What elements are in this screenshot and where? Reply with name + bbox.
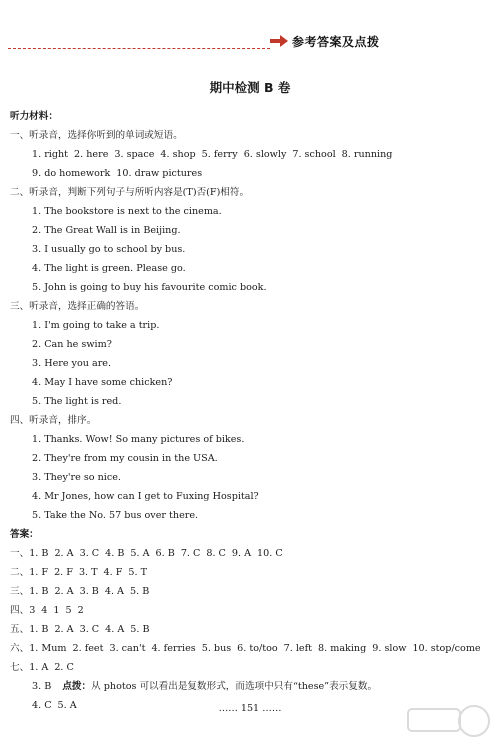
section-item-row <box>10 392 490 411</box>
item-text: 2. Can he swim? <box>32 339 112 350</box>
item-text: 5. The light is red. <box>32 396 122 407</box>
section-heading: 一、听录音，选择你听到的单词或短语。 <box>10 130 183 141</box>
answer-item: 8. making <box>318 643 367 654</box>
answer-item: 2. A <box>54 586 74 597</box>
answer-item: 9. slow <box>372 643 407 654</box>
item-text: 5. Take the No. 57 bus over there. <box>32 510 199 521</box>
answer-item: 4. F <box>103 567 123 578</box>
answer-prefix: 二、 <box>10 567 30 578</box>
section-item-row <box>10 430 490 449</box>
answer-item: 10. C <box>257 548 283 559</box>
section-item-row <box>10 278 490 297</box>
note-keyword: 点拨： <box>62 681 92 692</box>
answer-item: 2. feet <box>72 643 104 654</box>
answer-item: 5. B <box>130 624 150 635</box>
header-badge <box>270 32 500 50</box>
answer-item: 1. B <box>29 586 49 597</box>
item-text: 1. right <box>32 149 69 160</box>
answer-item: 5. T <box>128 567 148 578</box>
arrow-right-icon <box>270 34 288 48</box>
answer-item: 5. B <box>130 586 150 597</box>
answer-item: 4. A <box>104 586 124 597</box>
answer-item: 2 <box>77 605 84 616</box>
item-text: 4. Mr Jones, how can I get to Fuxing Hospital? <box>32 491 259 502</box>
item-text: 2. The Great Wall is in Beijing. <box>32 225 181 236</box>
note-answer: 3. B <box>32 681 52 692</box>
item-text: 5. John is going to buy his favourite comic book. <box>32 282 267 293</box>
answer-rows <box>10 544 490 677</box>
answer-row <box>10 544 490 563</box>
answer-item: 1. F <box>29 567 49 578</box>
answer-prefix: 五、 <box>10 624 30 635</box>
item-text: 2. They're from my cousin in the USA. <box>32 453 218 464</box>
answer-item: 4 <box>41 605 48 616</box>
item-text: 8. running <box>341 149 393 160</box>
answer-item: 5. A <box>130 548 150 559</box>
answer-row <box>10 620 490 639</box>
answer-item: 5. bus <box>201 643 232 654</box>
note-text: 从 photos 可以看出是复数形式，而选项中只有“these”表示复数。 <box>91 681 378 692</box>
item-text: 6. slowly <box>243 149 287 160</box>
answer-item: 4. C <box>32 700 52 711</box>
section-item-row <box>10 164 490 183</box>
watermark-logo <box>404 703 494 743</box>
listening-sections <box>10 126 490 525</box>
answer-row <box>10 658 490 677</box>
answer-item: 2. F <box>54 567 73 578</box>
answers-heading: 答案： <box>10 529 39 540</box>
answer-prefix: 六、 <box>10 643 30 654</box>
item-text: 3. Here you are. <box>32 358 112 369</box>
section-item-row <box>10 316 490 335</box>
answer-item: 2. A <box>54 624 74 635</box>
answer-item: 10. stop/come <box>412 643 481 654</box>
answer-item: 5 <box>65 605 72 616</box>
header-label: 参考答案及点拨 <box>292 34 380 49</box>
section-item-row <box>10 335 490 354</box>
answer-row <box>10 601 490 620</box>
item-text: 10. draw pictures <box>116 168 203 179</box>
answer-row <box>10 582 490 601</box>
page-header <box>0 32 500 50</box>
item-text: 7. school <box>292 149 336 160</box>
item-text: 4. The light is green. Please go. <box>32 263 186 274</box>
answer-item: 1. Mum <box>29 643 67 654</box>
section-heading: 三、听录音，选择正确的答语。 <box>10 301 145 312</box>
answer-item: 8. C <box>206 548 226 559</box>
answer-item: 1. B <box>29 548 49 559</box>
section-item-row <box>10 221 490 240</box>
note-row <box>10 677 490 696</box>
answer-prefix: 四、 <box>10 605 30 616</box>
answer-item: 9. A <box>231 548 252 559</box>
section-item-row <box>10 468 490 487</box>
item-text: 4. shop <box>160 149 196 160</box>
page-number-dots-right: …… <box>262 703 282 714</box>
answer-item: 4. ferries <box>151 643 196 654</box>
item-text: 2. here <box>74 149 109 160</box>
answer-item: 3. can't <box>109 643 146 654</box>
answer-item: 1 <box>53 605 60 616</box>
answer-prefix: 一、 <box>10 548 30 559</box>
item-text: 4. May I have some chicken? <box>32 377 173 388</box>
section-heading: 四、听录音，排序。 <box>10 415 97 426</box>
answer-item: 1. A <box>29 662 49 673</box>
header-dashed-rule <box>8 48 270 49</box>
answer-row <box>10 563 490 582</box>
answer-item: 6. B <box>155 548 175 559</box>
page-number-value: 151 <box>240 703 260 714</box>
item-text: 1. I'm going to take a trip. <box>32 320 160 331</box>
section-item-row <box>10 449 490 468</box>
answer-item: 2. C <box>54 662 74 673</box>
section-item-row <box>10 202 490 221</box>
answer-item: 3. C <box>79 548 100 559</box>
item-text: 3. They're so nice. <box>32 472 121 483</box>
content-body <box>10 107 490 715</box>
answer-item: 4. B <box>105 548 125 559</box>
answer-item: 3. B <box>79 586 99 597</box>
section-item-row <box>10 487 490 506</box>
answer-item: 1. B <box>29 624 49 635</box>
item-text: 1. The bookstore is next to the cinema. <box>32 206 222 217</box>
section-item-row <box>10 145 490 164</box>
item-text: 3. space <box>114 149 155 160</box>
answer-item: 6. to/too <box>237 643 278 654</box>
item-text: 5. ferry <box>201 149 238 160</box>
item-text: 3. I usually go to school by bus. <box>32 244 186 255</box>
answer-item: 3 <box>29 605 36 616</box>
answer-prefix: 三、 <box>10 586 30 597</box>
section-item-row <box>10 259 490 278</box>
page-number-dots-left: …… <box>218 703 238 714</box>
answer-item: 2. A <box>54 548 74 559</box>
answer-row <box>10 639 490 658</box>
item-text: 1. Thanks. Wow! So many pictures of bikes. <box>32 434 245 445</box>
listening-heading: 听力材料： <box>10 111 58 122</box>
answer-prefix: 七、 <box>10 662 30 673</box>
section-heading: 二、听录音，判断下列句子与所听内容是(T)否(F)相符。 <box>10 187 250 198</box>
answer-item: 3. T <box>78 567 98 578</box>
answer-item: 4. A <box>105 624 125 635</box>
section-item-row <box>10 373 490 392</box>
answer-item: 7. left <box>283 643 313 654</box>
section-item-row <box>10 240 490 259</box>
answer-item: 3. C <box>79 624 100 635</box>
section-item-row <box>10 354 490 373</box>
item-text: 9. do homework <box>32 168 111 179</box>
answer-item: 5. A <box>57 700 77 711</box>
page-title: 期中检测 B 卷 <box>209 80 291 95</box>
answer-item: 7. C <box>180 548 201 559</box>
section-item-row <box>10 506 490 525</box>
